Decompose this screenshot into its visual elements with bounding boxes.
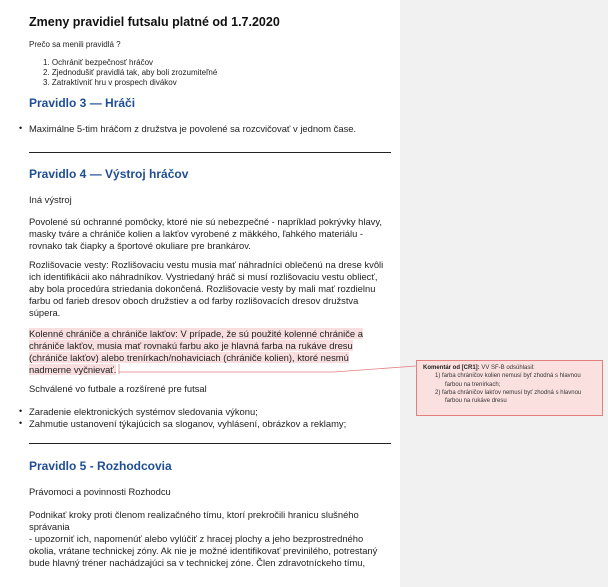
why-label: Prečo sa menili pravidlá ? xyxy=(29,40,121,49)
paragraph-line: aby bola procedúra striedania dokončená. Rozlišovacie vesty by mali mať rozdielnu xyxy=(29,283,376,294)
paragraph-line: Rozlišovacie vesty: Rozlišovaciu vestu musia mať náhradníci oblečenú na drese kvôli xyxy=(29,259,384,270)
comment-line: farbou na rukáve dresu xyxy=(445,398,507,405)
paragraph-line: súpera. xyxy=(29,307,61,318)
rule4-heading: Pravidlo 4 — Výstroj hráčov xyxy=(29,167,189,181)
comment-author: Komentár od [CR1]: xyxy=(423,365,480,371)
highlighted-text[interactable]: nadmerne vyčnievať. xyxy=(29,364,117,375)
paragraph-line: masky tváre a chrániče kolien a lakťov vyrobené z mäkkého, ľahkého materiálu - xyxy=(29,228,364,239)
rule4-subtitle: Iná výstroj xyxy=(29,194,72,205)
highlighted-text[interactable]: Kolenné chrániče a chrániče lakťov: V prípade, že sú použité kolenné chrániče a xyxy=(29,328,363,339)
paragraph-line: bude hlavný tréner nachádzajúci sa v technickej zóne. Člen zdravotníckeho tímu, xyxy=(29,557,366,568)
paragraph-line: rovnako tak čiapky a športové okuliare pre brankárov. xyxy=(29,240,251,251)
paragraph-line: Povolené sú ochranné pomôcky, ktoré nie sú nebezpečné - napríklad pokrývky hlavy, xyxy=(29,216,382,227)
bullet-icon: • xyxy=(19,123,23,133)
reason-item: 3. Zatraktívniť hru v prospech divákov xyxy=(43,78,177,87)
rule3-heading: Pravidlo 3 — Hráči xyxy=(29,96,136,110)
paragraph-line: farbu od farieb dresov oboch družstiev a od farby rozlišovacích dresov družstva xyxy=(29,295,359,306)
comment-line: 1) farba chráničov kolien nemusí byť zhodná s hlavnou xyxy=(435,373,581,380)
rule4-bullet: Zaradenie elektronických systémov sledovania výkonu; xyxy=(29,406,258,417)
paragraph-line: - upozorniť ich, napomenúť alebo vylúčiť z hracej plochy a jeho bezprostredného xyxy=(29,533,364,544)
paragraph-line: Schválené vo futbale a rozšírené pre futsal xyxy=(29,383,207,394)
rule5-subtitle: Právomoci a povinnosti Rozhodcu xyxy=(29,486,171,497)
paragraph-line: ich identifikácii ako náhradníkov. Vystriedaný hráč si musí rozlišovaciu vestu obliecť, xyxy=(29,271,378,282)
paragraph-line: Podnikať kroky proti členom realizačného tímu, ktorí prekročili hranicu slušného xyxy=(29,509,359,520)
highlighted-text[interactable]: (chrániče lakťov) alebo trenírkach/nohaviciach (chrániče kolien), ktoré nesmú xyxy=(29,352,349,363)
reason-item: 2. Zjednodušiť pravidlá tak, aby boli zrozumiteľné xyxy=(43,68,218,77)
comment-line: farbou na trenírkach; xyxy=(445,381,501,388)
bullet-icon: • xyxy=(19,406,23,416)
comment-balloon[interactable] xyxy=(416,360,603,416)
rule4-bullet: Zahmutie ustanovení týkajúcich sa sloganov, vyhlásení, obrázkov a reklamy; xyxy=(29,418,347,429)
bullet-icon: • xyxy=(19,418,23,428)
rule5-heading: Pravidlo 5 - Rozhodcovia xyxy=(29,459,172,473)
highlighted-text[interactable]: chrániče lakťov, musia mať rovnakú farbu ako je hlavná farba na rukáve dresu xyxy=(29,340,353,351)
paragraph-line: okolia, vrátane technickej zóny. Ak nie je možné identifikovať previnilého, potrestaný xyxy=(29,545,378,556)
document-title: Zmeny pravidiel futsalu platné od 1.7.2020 xyxy=(29,15,280,29)
comment-text: VV SF-B odsúhlasil: xyxy=(481,365,535,371)
reason-item: 1. Ochrániť bezpečnosť hráčov xyxy=(43,58,154,67)
rule3-bullet: Maximálne 5-tim hráčom z družstva je povolené sa rozcvičovať v jednom čase. xyxy=(29,123,357,134)
comment-line: 2) farba chráničov lakťov nemusí byť zhodná s hlavnou xyxy=(435,389,582,396)
paragraph-line: správania xyxy=(29,521,70,532)
